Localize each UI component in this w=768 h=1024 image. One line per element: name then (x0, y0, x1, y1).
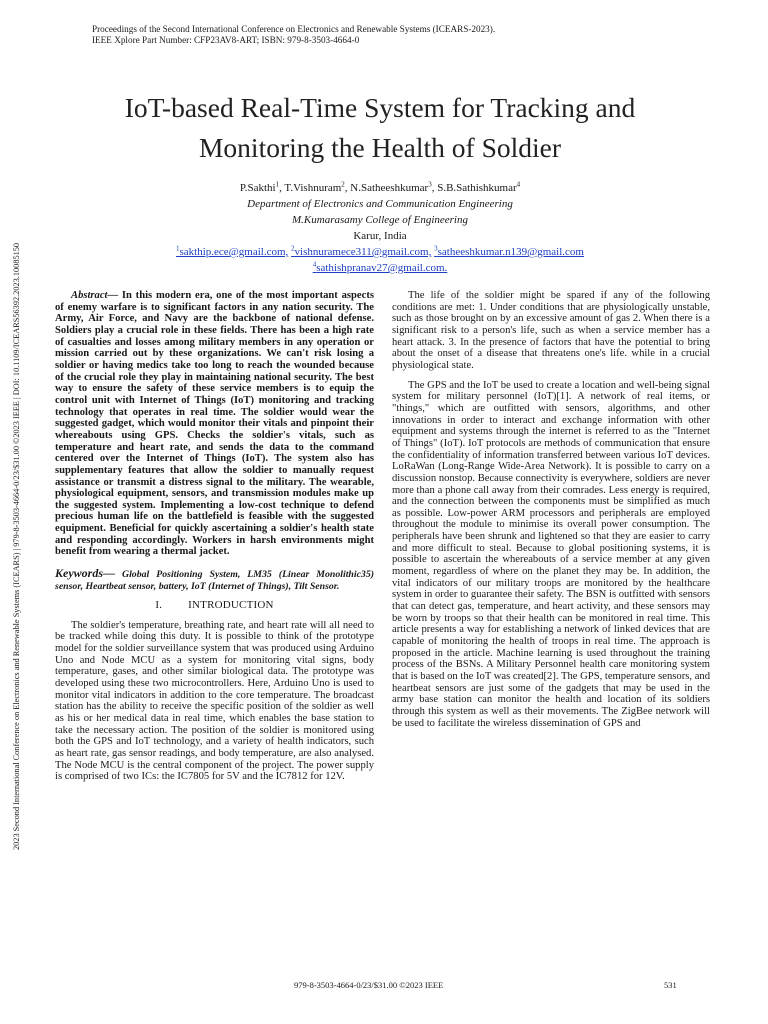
keywords-text: Global Positioning System, LM35 (Linear Monolithic35) sensor, Heartbeat sensor, battery, IoT (Internet of Things), Tilt Sensor. (55, 569, 374, 592)
email-link[interactable] (434, 246, 584, 258)
email-link[interactable] (176, 246, 288, 258)
author-block (40, 180, 720, 276)
email-text: sathishpranav27@gmail.com. (316, 262, 448, 274)
abstract-dash: — (107, 290, 119, 301)
author-sup: 2 (341, 180, 345, 189)
author-department: Department of Electronics and Communication Engineering (247, 198, 513, 210)
doi-side-strip: 2023 Second International Conference on Electronics and Renewable Systems (ICEARS) | 979-8-3503-4664-0/23/$31.00 ©2023 IEEE | DOI: 10.1109/ICEARS56392.2023.10085150 (12, 242, 21, 850)
email-sup: 3 (434, 244, 438, 253)
email-sup: 2 (291, 244, 295, 253)
author-location: Karur, India (353, 230, 407, 242)
email-sup: 1 (176, 244, 180, 253)
author-name: P.Sakthi (239, 182, 276, 194)
keywords-label: Keywords— (55, 566, 115, 581)
author-names (40, 180, 720, 196)
footer-copyright: 979-8-3503-4664-0/23/$31.00 ©2023 IEEE (294, 980, 444, 990)
abstract-text: In this modern era, one of the most important aspects of enemy warfare is to significant factors in any nation security. The Army, Air Force, and Navy are the backbone of national defense. Soldiers play a crucial role in these fields. There has been a high rate of casualties and losses among military members in any operation or mission carried out by these organizations. We can't risk losing a soldier or having medics take too long to reach the wounded because of the crucial role they play in maintaining national security. The best way to ensure the safety of these service members is to equip the control unit with Internet of Things (IoT) monitoring and tracking technology that operates in real time. The soldier would wear the suggested gadget, which would monitor their vitals and pinpoint their whereabouts using GPS. Checks the soldier's vitals, such as temperature and heart rate, and sends the data to the command centered over the Internet of Things (IoT). The system also has supplementary features that allow the soldier to manually request assistance or transmit a distress signal to the military. The wearable, physiological equipment, sensors, and transmission modules make up the suggested system. Implementing a low-cost technique to defend precious human life on the battlefield is feasible with the suggested equipment. Beneficial for quickly ascertaining a soldier's health state and responding accordingly. Workers in harsh environments might benefit from wearing a thermal jacket. (55, 290, 374, 558)
conference-header-line-1: Proceedings of the Second International Conference on Electronics and Renewable Systems (ICEARS-2023). (92, 24, 496, 34)
email-text: satheeshkumar.n139@gmail.com (437, 246, 584, 258)
author-college: M.Kumarasamy College of Engineering (292, 214, 468, 226)
page-number: 531 (664, 980, 677, 990)
email-link[interactable] (291, 246, 431, 258)
abstract (55, 290, 374, 558)
paper-title-line-2: Monitoring the Health of Soldier (198, 132, 562, 163)
section-title: INTRODUCTION (188, 599, 274, 612)
section-heading-introduction (55, 600, 374, 612)
conference-header (92, 24, 692, 46)
author-sep: , (279, 182, 285, 194)
body-paragraph: The GPS and the IoT be used to create a location and well-being signal system for military personnel (IoT)[1]. A network of real items, or "things," which are outfitted with sensors, algorithms, and other innovations in order to interact and exchange information with other equipment and systems through the internet is referred to as the "Internet of Things" (IoT). IoT protocols are methods of communication that ensure the confidentiality of information transferred between various IoT devices. LoRaWan (Long-Range Wide-Area Network). It is possible to carry on a discussion nonstop. Because connectivity is everywhere, soldiers are never more than a phone call away from their comrades. Less energy is required, and the connection between the components must be simplified as much as possible. Low-power ARM processors and peripherals are employed throughout the module to minimise its overall power consumption. The peripherals have been shrunk and lightened so that they are easier to carry and more difficult to steal. Because to global positioning systems, it is possible to ascertain the whereabouts of a service member at any given moment, regardless of where on the planet they may be. In addition, the vital indicators of our military troops are monitored by the healthcare system in order to guarantee their safety. The BSN is outfitted with sensors that can detect gas, temperature, and heart activity, and these sensors may be worn by troops so that their health can be monitored in real time. This article presents a way for establishing a network of linked devices that are capable of monitoring the health of troops in real time. The approach is proposed in the article. Machine learning is used throughout the training process of the BSNs. A Military Personnel health care monitoring system that is based on the IoT was created[2]. The GPS, temperature sensors, and heartbeat sensors are just some of the gadgets that may be used in the army base station can monitor the health and location of its soldiers through this system as well as their movements. The ZigBee network will be used to facilitate the wireless dissemination of GPS and (392, 379, 710, 729)
right-column (392, 290, 710, 737)
email-text: vishnuramece311@gmail.com, (294, 246, 432, 258)
author-sep: , (431, 182, 438, 194)
author-name: N.Satheeshkumar (350, 182, 429, 194)
conference-header-line-2: IEEE Xplore Part Number: CFP23AV8-ART; ISBN: 979-8-3503-4664-0 (92, 35, 360, 45)
paper-title-line-1: IoT-based Real-Time System for Tracking and (124, 92, 636, 123)
body-paragraph: The life of the soldier might be spared if any of the following conditions are met: 1. Under conditions that are physiologically unstable, such as those brought on by an excessive amount of gas 2. When there is a significant risk to a person's life, such as when a service member has a heart attack. 3. In the presence of factors that have the potential to bring about the onset of a disease that threatens one's life. while in a crucial physiological state. (392, 290, 710, 371)
author-emails-line-2 (40, 260, 720, 276)
author-name: T.Vishnuram (284, 182, 342, 194)
abstract-label: Abstract (71, 290, 108, 301)
author-sup: 1 (275, 180, 280, 189)
left-column (55, 290, 374, 791)
author-sup: 3 (428, 180, 432, 189)
email-sup: 4 (312, 260, 317, 269)
author-name: S.B.Sathishkumar (437, 182, 517, 194)
email-link[interactable] (313, 262, 448, 274)
email-text: sakthip.ece@gmail.com, (179, 246, 289, 258)
keywords (55, 568, 374, 592)
author-emails-line-1 (40, 244, 720, 260)
author-sup: 4 (516, 180, 521, 189)
paper-title (40, 88, 720, 168)
author-sep: , (344, 182, 351, 194)
body-paragraph: The soldier's temperature, breathing rate, and heart rate will all need to be tracked while doing this duty. It is possible to think of the prototype model for the soldier surveillance system that was produced using Arduino Uno and Node MCU as a system for monitoring vital signs, body temperature, gases, and other similar biological data. The prototype was developed using these two microcontrollers. Here, Arduino Uno is used to monitor vital indicators in addition to the core temperature. The broadcast station has the ability to receive the specific position of the soldier as well as his or her medical data in real time, which enables the base station to take the necessary action. The position of the soldier is monitored using both the GPS and IoT technology, and a variety of health indicators, such as heart rate, gas sensor readings, and body temperature, are also analysed. The Node MCU is the central component of the project. The power supply is comprised of two ICs: the IC7805 for 5V and the IC7812 for 12V. (55, 619, 374, 783)
section-number: I. (155, 599, 163, 612)
